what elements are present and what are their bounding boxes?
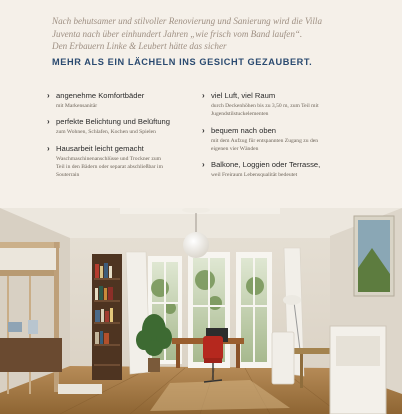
intro-line: Juventa nach über einhundert Jahren „wie frisch vom Band laufen“. [52, 28, 303, 39]
intro-paragraph [52, 15, 362, 53]
feature-title: Hausarbeit leicht gemacht [56, 143, 144, 153]
bullet-chevron-icon: › [47, 143, 50, 153]
feature-item [202, 160, 352, 179]
feature-item [47, 117, 197, 136]
feature-title: bequem nach oben [211, 125, 277, 135]
feature-title: angenehme Komfortbäder [56, 91, 145, 100]
feature-item [47, 144, 197, 180]
bullet-chevron-icon: › [202, 125, 205, 135]
feature-item [202, 126, 352, 154]
feature-description: durch Deckenhöhen bis zu 3,50 m, zum Teil mit Jugendstilstuckelementen [211, 103, 319, 118]
feature-description: zum Wohnen, Schlafen, Kochen und Spielen [56, 129, 156, 136]
intro-line: Nach behutsamer und stilvoller Renovierung und Sanierung wird die Villa [52, 16, 323, 26]
feature-item [202, 91, 352, 119]
feature-list-left [47, 91, 197, 186]
headline: MEHR ALS EIN LÄCHELN INS GESICHT GEZAUBERT. [52, 57, 313, 67]
bullet-chevron-icon: › [202, 91, 205, 100]
feature-description: mit dem Aufzug für entspannten Zugang zu den eigenen vier Wänden [211, 137, 319, 152]
intro-line: Den Erbauern Linke & Leubert hätte das sicher [52, 41, 227, 52]
feature-title: viel Luft, viel Raum [211, 91, 276, 100]
feature-title: perfekte Belichtung und Belüftung [56, 117, 170, 127]
feature-description: mit Markensanitär [56, 103, 98, 109]
bullet-chevron-icon: › [202, 160, 205, 170]
bullet-chevron-icon: › [47, 91, 50, 100]
feature-title: Balkone, Loggien oder Terrasse, [211, 160, 321, 170]
feature-description: weil Freiraum Lebensqualität bedeutet [211, 172, 298, 179]
bullet-chevron-icon: › [47, 117, 50, 127]
feature-description: Waschmaschinenanschlüsse und Trockner zum Teil in den Bädern oder separat abschließbar im Souterrain [56, 155, 163, 179]
interior-photo [0, 208, 402, 414]
feature-list-right [202, 91, 352, 186]
feature-item [47, 91, 197, 110]
